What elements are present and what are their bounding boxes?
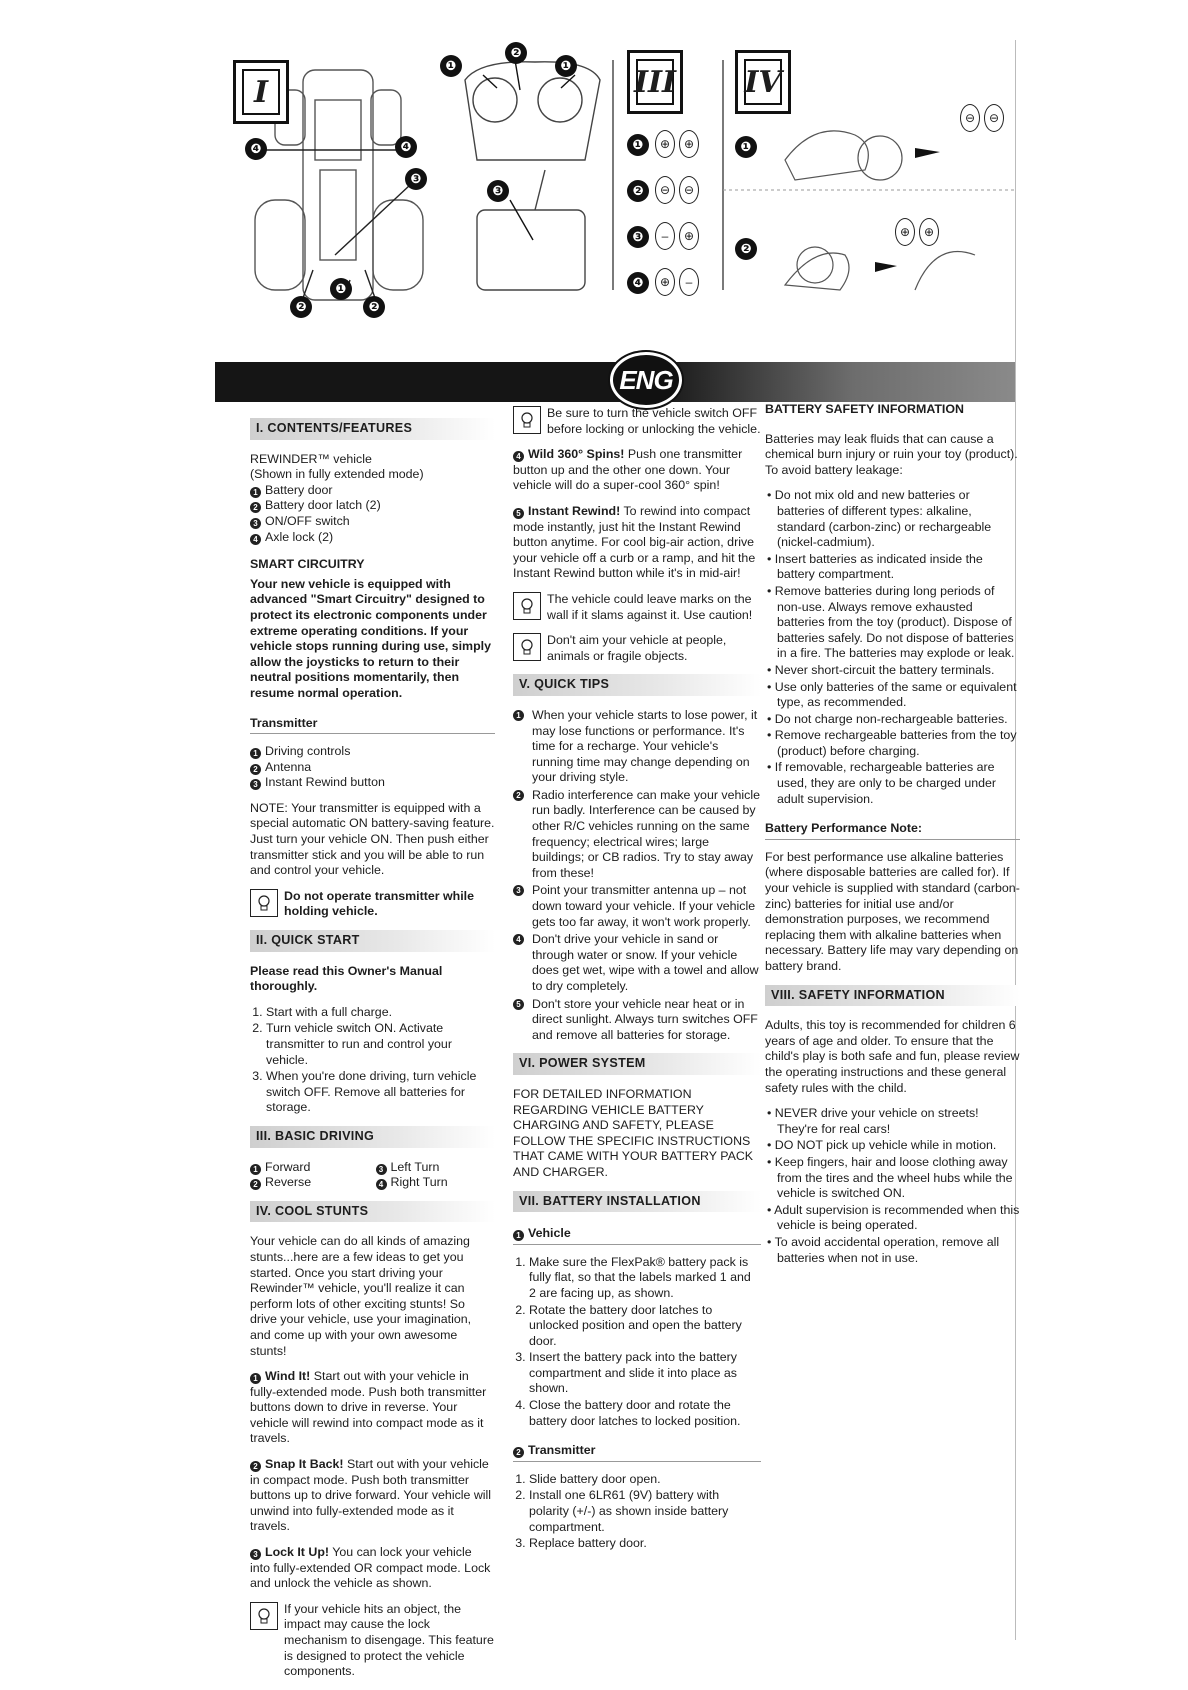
badge-2: ❷ xyxy=(735,238,757,260)
safety-information-text: Adults, this toy is recommended for children 6 years of age and older. To ensure that the child's play is both safe and fun, please review the operating instructions and these general safety rules with the child. xyxy=(765,1018,1020,1095)
button-up-icon: ⊕ xyxy=(895,218,915,246)
battery-safety-intro: Batteries may leak fluids that can cause a chemical burn injury or ruin your toy (product). To avoid battery leakage: xyxy=(765,431,1018,477)
lightbulb-icon xyxy=(250,1602,278,1630)
list-item: • Adult supervision is recommended when this vehicle is being operated. xyxy=(767,1202,1020,1233)
list-item: 2. Turn vehicle switch ON. Activate transmitter to run and control your vehicle. xyxy=(266,1021,495,1068)
badge-1: ❶ xyxy=(627,134,649,156)
diagram-area xyxy=(215,40,1015,360)
section-heading-basic-driving: III. BASIC DRIVING xyxy=(250,1126,495,1148)
list-item: 1 Battery door xyxy=(250,483,495,499)
power-text: FOR DETAILED INFORMATION REGARDING VEHICLE BATTERY CHARGING AND SAFETY, PLEASE FOLLOW THE SPECIFIC INSTRUCTIONS THAT CAME WITH YOUR BATTERY PACK AND CHARGER. xyxy=(513,1086,754,1179)
list-item: 4. Close the battery door and rotate the battery door latches to locked position. xyxy=(529,1398,761,1429)
section-heading-quick-start: II. QUICK START xyxy=(250,930,495,952)
badge-3: ❸ xyxy=(405,168,427,190)
button-down-icon: ⊖ xyxy=(655,176,675,204)
list-item: • If removable, rechargeable batteries are used, they are only to be charged under adult supervision. xyxy=(767,760,997,806)
stunts-intro: Your vehicle can do all kinds of amazing stunts...here are a few ideas to get you started. Once you start driving your Rewinder™ vehicle, you'll realize it can perform lots of other exciting stunts! So drive your vehicle, use your imagination, and come up with your own awesome stunts! xyxy=(250,1234,472,1358)
list-item: 2 Reverse xyxy=(250,1175,370,1191)
warning-text: Do not operate transmitter while holding vehicle. xyxy=(284,888,475,919)
panel-label-4: IV xyxy=(735,50,791,114)
list-item: 3. Insert the battery pack into the battery compartment and slide it into place as shown. xyxy=(529,1350,761,1397)
column-2 xyxy=(513,402,761,1562)
column-3 xyxy=(765,402,1020,1276)
badge-1: ❶ xyxy=(440,55,462,77)
badge-1: ❶ xyxy=(735,136,757,158)
stunt-wild: 4 Wild 360° Spins! Push one transmitter button up and the other one down. Your vehicle will do a super-cool 360° spin! xyxy=(513,447,743,493)
list-item: 3 ON/OFF switch xyxy=(250,514,495,530)
button-up-icon: ⊕ xyxy=(919,218,939,246)
list-item: 1. Start with a full charge. xyxy=(266,1005,495,1021)
badge-4: ❹ xyxy=(245,138,267,160)
stunt-lock: 3 Lock It Up! You can lock your vehicle into fully-extended OR compact mode. Lock and unlock the vehicle as shown. xyxy=(250,1545,491,1591)
warning-block xyxy=(513,633,761,664)
transmitter-note: NOTE: Your transmitter is equipped with a special automatic ON battery-saving feature. Just turn your vehicle ON. Then push either transmitter stick and you will be able to run and control your vehicle. xyxy=(250,800,495,878)
vehicle-install-heading: 1 Vehicle xyxy=(513,1226,761,1245)
warning-text: Don't aim your vehicle at people, animals or fragile objects. xyxy=(547,633,727,663)
list-item: 2 Radio interference can make your vehicle run badly. Interference can be caused by other R/C vehicles running on the same frequency; electrical wires; large buildings; or CB radios. Try to stay away from these! xyxy=(513,788,761,882)
button-up-icon: ⊕ xyxy=(679,222,699,250)
section-heading-quick-tips: V. QUICK TIPS xyxy=(513,674,761,696)
button-up-icon: ⊕ xyxy=(655,130,675,158)
list-item: 2 Antenna xyxy=(250,760,495,776)
list-item: • To avoid accidental operation, remove all batteries when not in use. xyxy=(767,1234,1000,1265)
list-item: 3 Point your transmitter antenna up – not down toward your vehicle. If your vehicle gets too far away, it won't work properly. xyxy=(513,883,761,930)
list-item: • Remove rechargeable batteries from the toy (product) before charging. xyxy=(767,728,1017,758)
list-item: 4 Right Turn xyxy=(376,1175,496,1191)
battery-safety-heading: BATTERY SAFETY INFORMATION xyxy=(765,402,964,416)
warning-block xyxy=(250,1602,495,1680)
badge-1: ❶ xyxy=(555,55,577,77)
language-badge: ENG xyxy=(610,352,682,408)
tips-list xyxy=(513,708,761,1043)
transmitter-heading: Transmitter xyxy=(250,716,495,735)
badge-2: ❷ xyxy=(290,296,312,318)
list-item: 4 Axle lock (2) xyxy=(250,530,495,546)
badge-2: ❷ xyxy=(627,180,649,202)
list-item: 2 Battery door latch (2) xyxy=(250,498,495,514)
list-item: • Remove batteries during long periods of non-use. Always remove exhausted batteries from the toy (product). Dispose of batteries safely. Do not dispose of batteries in a fire. The batteries may explode or leak. xyxy=(767,583,1015,661)
section-heading-safety-information: VIII. SAFETY INFORMATION xyxy=(765,985,1020,1007)
list-item: • Never short-circuit the battery terminals. xyxy=(767,662,995,677)
vehicle-install-steps xyxy=(513,1255,761,1430)
button-down-icon: ⊖ xyxy=(679,176,699,204)
warning-text: If your vehicle hits an object, the impact may cause the lock mechanism to disengage. This feature is designed to protect the vehicle components. xyxy=(284,1601,494,1679)
list-item: • Use only batteries of the same or equivalent type, as recommended. xyxy=(767,679,1017,710)
list-item: 2. Rotate the battery door latches to unlocked position and open the battery door. xyxy=(529,1303,761,1350)
warning-text: Be sure to turn the vehicle switch OFF before locking or unlocking the vehicle. xyxy=(547,406,761,436)
button-neutral-icon: – xyxy=(655,222,675,250)
lightbulb-icon xyxy=(513,592,541,620)
list-item: • Insert batteries as indicated inside the battery compartment. xyxy=(767,551,983,582)
diagram-drawings xyxy=(215,40,1015,360)
section-heading-power-system: VI. POWER SYSTEM xyxy=(513,1053,761,1075)
list-item: 1 When your vehicle starts to lose power, it may lose functions or performance. It's time for a recharge. Your vehicle's running time may change depending on your driving style. xyxy=(513,708,761,786)
badge-1: ❶ xyxy=(330,278,352,300)
transmitter-list xyxy=(250,744,495,791)
stunt-wind: 1 Wind It! Start out with your vehicle in fully-extended mode. Push both transmitter buttons down to drive in reverse. Your vehicle will rewind into compact mode as it travels. xyxy=(250,1369,487,1446)
lightbulb-icon xyxy=(513,406,541,434)
warning-block xyxy=(513,406,761,437)
button-neutral-icon: – xyxy=(679,268,699,296)
features-list xyxy=(250,483,495,545)
list-item: • Do not mix old and new batteries or batteries of different types: alkaline, standard (carbon-zinc) or rechargeable (nickel-cadmium). xyxy=(767,488,992,550)
transmitter-install-steps xyxy=(513,1472,761,1552)
basic-driving-list xyxy=(250,1160,495,1191)
panel-label-3: III xyxy=(627,50,683,114)
smart-circuitry-text: Your new vehicle is equipped with advanced "Smart Circuitry" designed to protect its electronic components under extreme operating conditions. If your vehicle stops running during use, simply allow the joysticks to return to their neutral positions momentarily, then resume normal operation. xyxy=(250,576,491,700)
section-heading-contents: I. CONTENTS/FEATURES xyxy=(250,418,495,440)
list-item: • DO NOT pick up vehicle while in motion. xyxy=(767,1138,997,1153)
button-down-icon: ⊖ xyxy=(960,104,980,132)
battery-performance-text: For best performance use alkaline batteries (where disposable batteries are called for). If your vehicle is supplied with standard (carbon-zinc) batteries for initial use and/or demonstration purposes, we recommend replacing them with alkaline batteries when necessary. Battery life may vary depending on battery brand. xyxy=(765,849,1020,973)
lightbulb-icon xyxy=(250,889,278,917)
badge-4: ❹ xyxy=(395,136,417,158)
smart-circuitry-heading: SMART CIRCUITRY xyxy=(250,557,365,572)
badge-2: ❷ xyxy=(363,296,385,318)
battery-safety-list xyxy=(765,488,1020,807)
list-item: 3 Instant Rewind button xyxy=(250,775,495,791)
stunt-rewind: 5 Instant Rewind! To rewind into compact mode instantly, just hit the Instant Rewind button anytime. For cool big-air action, drive your vehicle off a curb or a ramp, and hit the Instant Rewind button while it's in mid-air! xyxy=(513,503,756,581)
vehicle-name: REWINDER™ vehicle xyxy=(250,451,372,466)
list-item: 1 Driving controls xyxy=(250,744,495,760)
badge-4: ❹ xyxy=(627,272,649,294)
list-item: 3 Left Turn xyxy=(376,1160,496,1176)
list-item: 3. When you're done driving, turn vehicle switch OFF. Remove all batteries for storage. xyxy=(266,1069,495,1116)
button-down-icon: ⊖ xyxy=(984,104,1004,132)
panel-label-1: I xyxy=(233,60,289,124)
warning-block xyxy=(513,592,761,623)
safety-information-list xyxy=(765,1106,1020,1266)
transmitter-install-heading: 2 Transmitter xyxy=(513,1443,761,1462)
battery-performance-heading: Battery Performance Note: xyxy=(765,821,1020,840)
section-heading-battery-installation: VII. BATTERY INSTALLATION xyxy=(513,1191,761,1213)
quick-start-lead: Please read this Owner's Manual thoroughly. xyxy=(250,963,443,994)
list-item: 1 Forward xyxy=(250,1160,370,1176)
lightbulb-icon xyxy=(513,633,541,661)
button-up-icon: ⊕ xyxy=(655,268,675,296)
list-item: 2. Install one 6LR61 (9V) battery with polarity (+/-) as shown inside battery compartment. xyxy=(529,1488,761,1535)
list-item: 3. Replace battery door. xyxy=(529,1536,761,1552)
list-item: • Do not charge non-rechargeable batteries. xyxy=(767,711,1008,726)
list-item: 4 Don't drive your vehicle in sand or through water or snow. If your vehicle does get wet, wipe with a towel and allow to dry completely. xyxy=(513,932,761,994)
badge-2: ❷ xyxy=(505,42,527,64)
badge-3: ❸ xyxy=(627,226,649,248)
list-item: 1. Slide battery door open. xyxy=(529,1472,761,1488)
quick-start-steps xyxy=(250,1005,495,1116)
badge-3: ❸ xyxy=(487,180,509,202)
column-1 xyxy=(250,408,495,1690)
list-item: • NEVER drive your vehicle on streets! They're for real cars! xyxy=(767,1106,979,1136)
list-item: 5 Don't store your vehicle near heat or in direct sunlight. Always turn switches OFF and remove all batteries for storage. xyxy=(513,997,761,1044)
button-up-icon: ⊕ xyxy=(679,130,699,158)
warning-block xyxy=(250,889,495,920)
section-heading-cool-stunts: IV. COOL STUNTS xyxy=(250,1201,495,1223)
stunt-snap: 2 Snap It Back! Start out with your vehicle in compact mode. Push both transmitter buttons up to drive forward. Your vehicle will unwind into fully-extended mode as it travels. xyxy=(250,1457,492,1534)
list-item: 1. Make sure the FlexPak® battery pack is fully flat, so that the labels marked 1 and 2 are facing up, as shown. xyxy=(529,1255,761,1302)
vehicle-note: (Shown in fully extended mode) xyxy=(250,467,424,482)
warning-text: The vehicle could leave marks on the wall if it slams against it. Use caution! xyxy=(547,591,753,622)
list-item: • Keep fingers, hair and loose clothing away from the tires and the wheel hubs while the vehicle is switched ON. xyxy=(767,1154,1013,1201)
